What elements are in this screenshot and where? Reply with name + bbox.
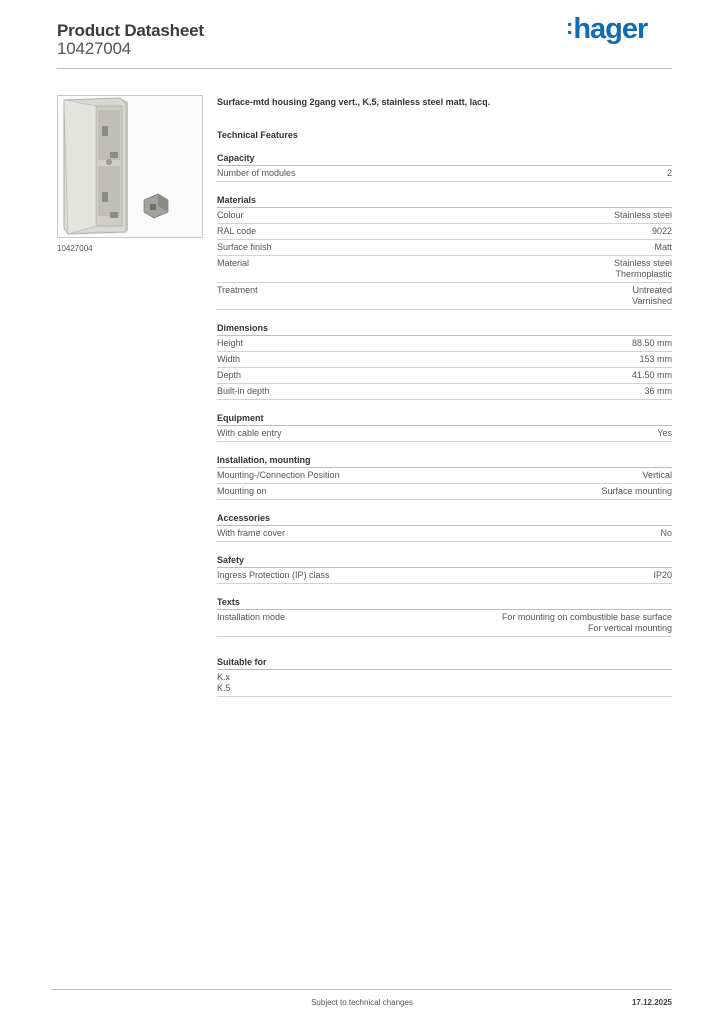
spec-label: Treatment [217, 285, 258, 295]
spec-value [632, 338, 672, 349]
header-divider [57, 68, 672, 69]
spec-label: With cable entry [217, 428, 282, 438]
spec-value [632, 285, 672, 307]
spec-label: Colour [217, 210, 244, 220]
suitable-for-list [217, 670, 672, 697]
spec-value [652, 226, 672, 237]
spec-value [667, 168, 672, 179]
spec-value [657, 428, 672, 439]
spec-row [217, 526, 672, 542]
spec-value [642, 470, 672, 481]
brand-name: hager [573, 13, 648, 45]
page-title: Product Datasheet [57, 21, 204, 40]
product-number: 10427004 [57, 39, 132, 58]
spec-label: Depth [217, 370, 242, 380]
spec-sections [217, 153, 672, 637]
footer-note: Subject to technical changes [311, 998, 413, 1007]
section-title: Materials [217, 195, 672, 208]
spec-label: Built-in depth [217, 386, 270, 396]
spec-label: RAL code [217, 226, 257, 236]
spec-label: Mounting on [217, 486, 267, 496]
spec-row [217, 283, 672, 310]
spec-value-line: Vertical [642, 470, 672, 480]
spec-value-line: 2 [666, 168, 672, 178]
spec-label: Number of modules [217, 168, 296, 178]
spec-row [217, 484, 672, 500]
technical-features-heading: Technical Features [217, 130, 298, 140]
spec-value-line: For mounting on combustible base surface [501, 612, 672, 622]
spec-value [653, 570, 672, 581]
housing-illustration [58, 96, 202, 237]
spec-label: Height [217, 338, 244, 348]
spec-row [217, 224, 672, 240]
spec-value-line: Yes [657, 428, 672, 438]
spec-row [217, 368, 672, 384]
spec-value [601, 486, 672, 497]
spec-row [217, 384, 672, 400]
section-title: Safety [217, 555, 672, 568]
spec-label: Ingress Protection (IP) class [217, 570, 330, 580]
spec-value-line: For vertical mounting [587, 623, 672, 633]
spec-value [660, 528, 672, 539]
spec-row [217, 240, 672, 256]
spec-value-line: Untreated [632, 285, 672, 295]
spec-value-line: Stainless steel [613, 210, 672, 220]
spec-value [654, 242, 672, 253]
spec-value-line: 36 mm [644, 386, 672, 396]
footer-date: 17.12.2025 [631, 998, 672, 1007]
spec-label: Material [217, 258, 250, 268]
section-title: Dimensions [217, 323, 672, 336]
section-title: Accessories [217, 513, 672, 526]
spec-value [632, 370, 672, 381]
logo-dots-icon: : [566, 14, 573, 39]
spec-value [639, 354, 672, 365]
spec-value-line: 153 mm [639, 354, 672, 364]
spec-value-line: IP20 [653, 570, 672, 580]
spec-value-line: No [660, 528, 672, 538]
spec-value-line: 41.50 mm [631, 370, 672, 380]
spec-value-line: Varnished [632, 296, 672, 306]
spec-row [217, 256, 672, 283]
spec-value-line: 9022 [651, 226, 672, 236]
footer-divider [52, 989, 672, 990]
spec-label: Surface finish [217, 242, 272, 252]
spec-value [644, 386, 672, 397]
product-description: Surface-mtd housing 2gang vert., K.5, stainless steel matt, lacq. [217, 97, 491, 107]
image-caption: 10427004 [57, 244, 93, 253]
suitable-item: K.x [217, 672, 231, 682]
section-title: Installation, mounting [217, 455, 672, 468]
spec-value [614, 258, 672, 280]
spec-row [217, 468, 672, 484]
spec-row [217, 336, 672, 352]
spec-value [502, 612, 672, 634]
spec-row [217, 208, 672, 224]
brand-logo [566, 13, 647, 46]
product-image [57, 95, 203, 238]
spec-label: With frame cover [217, 528, 286, 538]
spec-row [217, 610, 672, 637]
spec-row [217, 426, 672, 442]
spec-value-line: Surface mounting [601, 486, 672, 496]
spec-label: Width [217, 354, 241, 364]
spec-value-line: 88.50 mm [631, 338, 672, 348]
section-title: Texts [217, 597, 672, 610]
spec-label: Mounting-/Connection Position [217, 470, 340, 480]
spec-row [217, 568, 672, 584]
spec-row [217, 352, 672, 368]
spec-value-line: Stainless steel [613, 258, 672, 268]
suitable-for-heading: Suitable for [217, 657, 672, 670]
spec-label: Installation mode [217, 612, 286, 622]
spec-value-line: Matt [654, 242, 672, 252]
spec-row [217, 166, 672, 182]
specifications [217, 97, 672, 697]
spec-value [614, 210, 672, 221]
suitable-item: K.5 [217, 683, 231, 693]
section-title: Equipment [217, 413, 672, 426]
spec-value-line: Thermoplastic [615, 269, 672, 279]
section-title: Capacity [217, 153, 672, 166]
